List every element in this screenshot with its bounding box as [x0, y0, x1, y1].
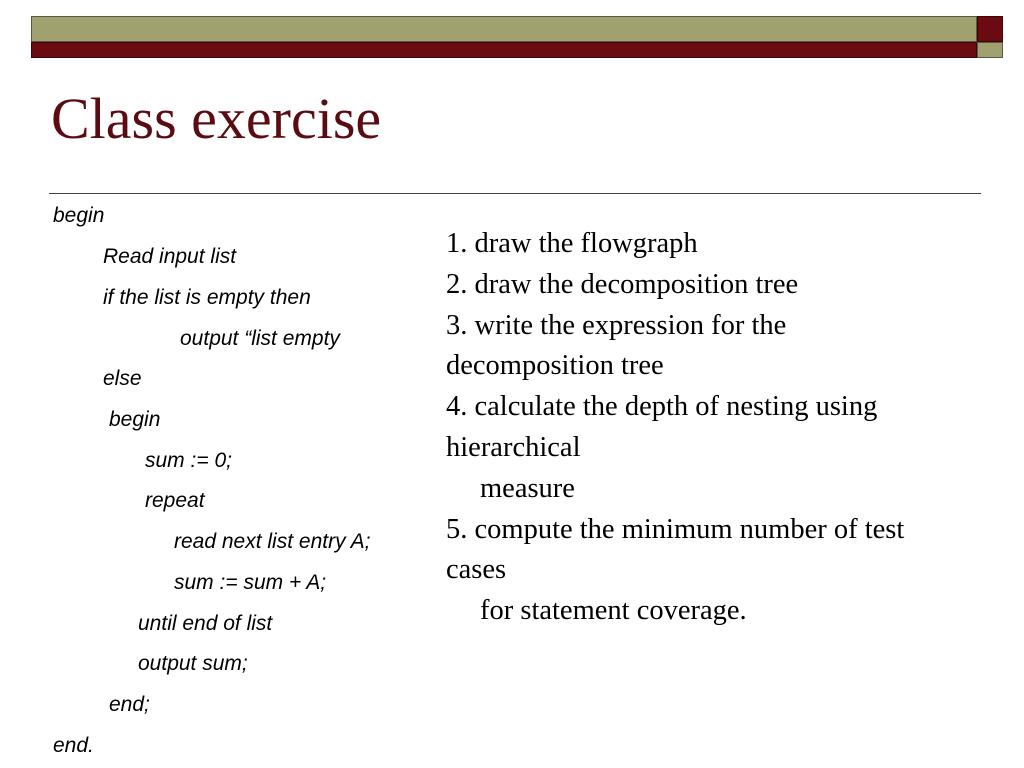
task-line: for statement coverage.: [480, 595, 747, 627]
code-line: output sum;: [138, 652, 248, 675]
task-line: 3. write the expression for the: [446, 309, 787, 341]
task-line: 2. draw the decomposition tree: [446, 268, 799, 300]
code-line: end;: [109, 693, 150, 716]
code-line: begin: [53, 204, 105, 227]
code-line: if the list is empty then: [103, 286, 311, 309]
header-square-maroon: [977, 16, 1003, 42]
task-line: decomposition tree: [446, 350, 664, 382]
header-bar-olive: [31, 16, 977, 42]
task-line: cases: [446, 554, 507, 586]
code-line: output “list empty: [180, 327, 340, 350]
code-line: until end of list: [138, 612, 273, 635]
title-divider: [49, 193, 981, 194]
task-list: [446, 224, 1016, 632]
code-line: else: [103, 367, 142, 390]
task-line: measure: [480, 472, 575, 504]
task-line: hierarchical: [446, 431, 581, 463]
code-line: sum := sum + A;: [174, 571, 327, 594]
code-line: Read input list: [103, 245, 237, 268]
code-line: repeat: [145, 489, 205, 512]
code-line: read next list entry A;: [174, 530, 371, 553]
header-bar-maroon: [31, 42, 977, 58]
header-square-olive: [977, 42, 1003, 58]
task-line: 5. compute the minimum number of test: [446, 513, 905, 545]
task-line: 1. draw the flowgraph: [446, 228, 698, 259]
code-line: begin: [109, 408, 161, 431]
code-line: sum := 0;: [145, 449, 232, 472]
task-line: 4. calculate the depth of nesting using: [446, 391, 878, 423]
slide-title: Class exercise: [51, 86, 382, 151]
code-line: end.: [53, 734, 94, 757]
